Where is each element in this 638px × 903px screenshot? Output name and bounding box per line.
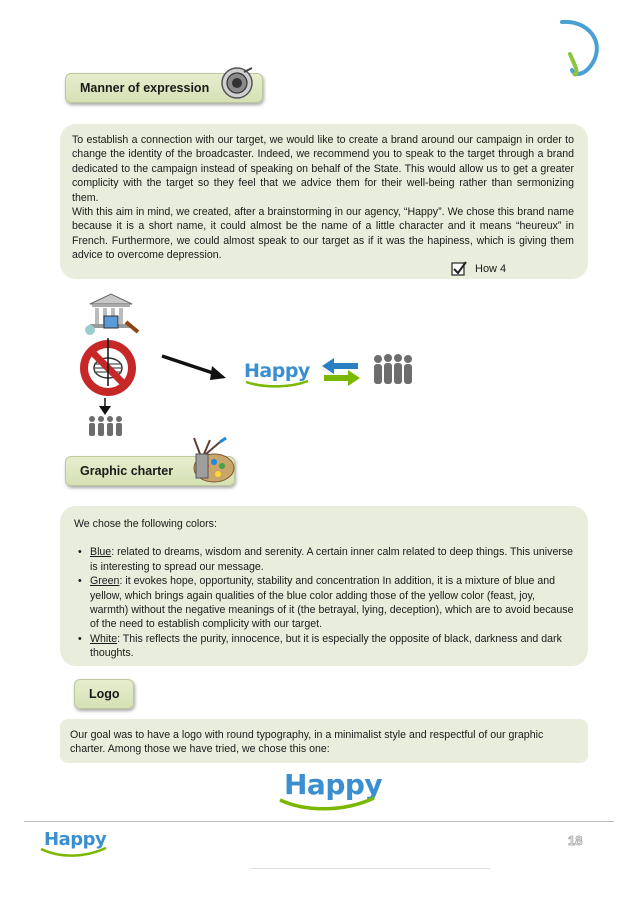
color-list [74,545,574,660]
logo-text: Happy [244,360,310,382]
graphic-charter-box [60,506,588,666]
happy-logo [284,768,383,814]
logo-text: Happy [44,829,107,850]
section-title: Manner of expression [80,81,210,95]
color-name: Blue [90,546,112,559]
color-description: : related to dreams, wisdom and serenity. A certain inner calm related to deep things. This universe is interesting to spread our message. [90,546,574,573]
page-number: 18 [568,833,583,848]
list-item [90,632,574,661]
colors-intro: We chose the following colors: [74,518,217,530]
people-group-icon [370,353,416,387]
checkbox-icon [450,260,468,278]
logo-box [60,719,588,763]
exchange-arrows-icon [318,356,364,388]
paragraph: To establish a connection with our target, we would like to create a brand around our campaign in order to change the identity of the broadcaster. Indeed, we recommend you to speak to the target through a brand dedicated to the campaign instead of speaking on behalf of the State. This would allow us to get a greater complicity with the target so they feel that we advice them for their well-being rather than sermonizing them. [72,134,574,204]
diagram-happy-logo [244,360,310,388]
color-description: : This reflects the purity, innocence, but it is especially the opposite of black, darkness and dark thoughts. [90,632,562,660]
checkbox-label: How 4 [475,263,507,275]
list-item [90,545,574,574]
footer-bottom-line [250,868,490,869]
how-checkbox[interactable] [450,260,506,278]
footer-divider [24,821,614,822]
footer-happy-logo [44,829,108,859]
section-title: Graphic charter [80,464,174,478]
manner-of-expression-box [60,124,588,279]
color-name: Green [90,575,120,588]
color-name: White [90,632,118,645]
section-title: Logo [89,687,120,701]
paint-palette-icon [188,436,236,488]
forbidden-megaphone-icon [76,338,140,402]
logo-text: Happy [284,768,383,801]
paragraph: With this aim in mind, we created, after a brainstorming in our agency, “Happy”. We chose this brand name because it is a short name, it could almost be the name of a little character and it means “heureux” in French. Furthermore, we could almost speak to our target as if it was the hapiness, which is giving them advice to overcome depression. [72,206,574,262]
people-group-icon [86,414,126,438]
logo-description: Our goal was to have a logo with round typography, in a minimalist style and respectful of our graphic charter. Among those we have tried, we chose this one: [70,729,544,756]
corner-swirl-logo [548,14,608,84]
right-arrow [160,352,228,384]
speaker-icon [220,66,254,100]
state-building-icon [84,292,142,336]
list-item [90,574,574,632]
color-description: : it evokes hope, opportunity, stability and concentration In addition, it is a mixture of blue and yellow, which brings again qualities of the blue color adding those of the yellow color (feast, joy, warmth) without the negative meanings of it (the betrayal, lying, deception), which are to avoid because of the need to establish complicity with our target. [90,575,574,631]
logo-tab [74,679,134,709]
